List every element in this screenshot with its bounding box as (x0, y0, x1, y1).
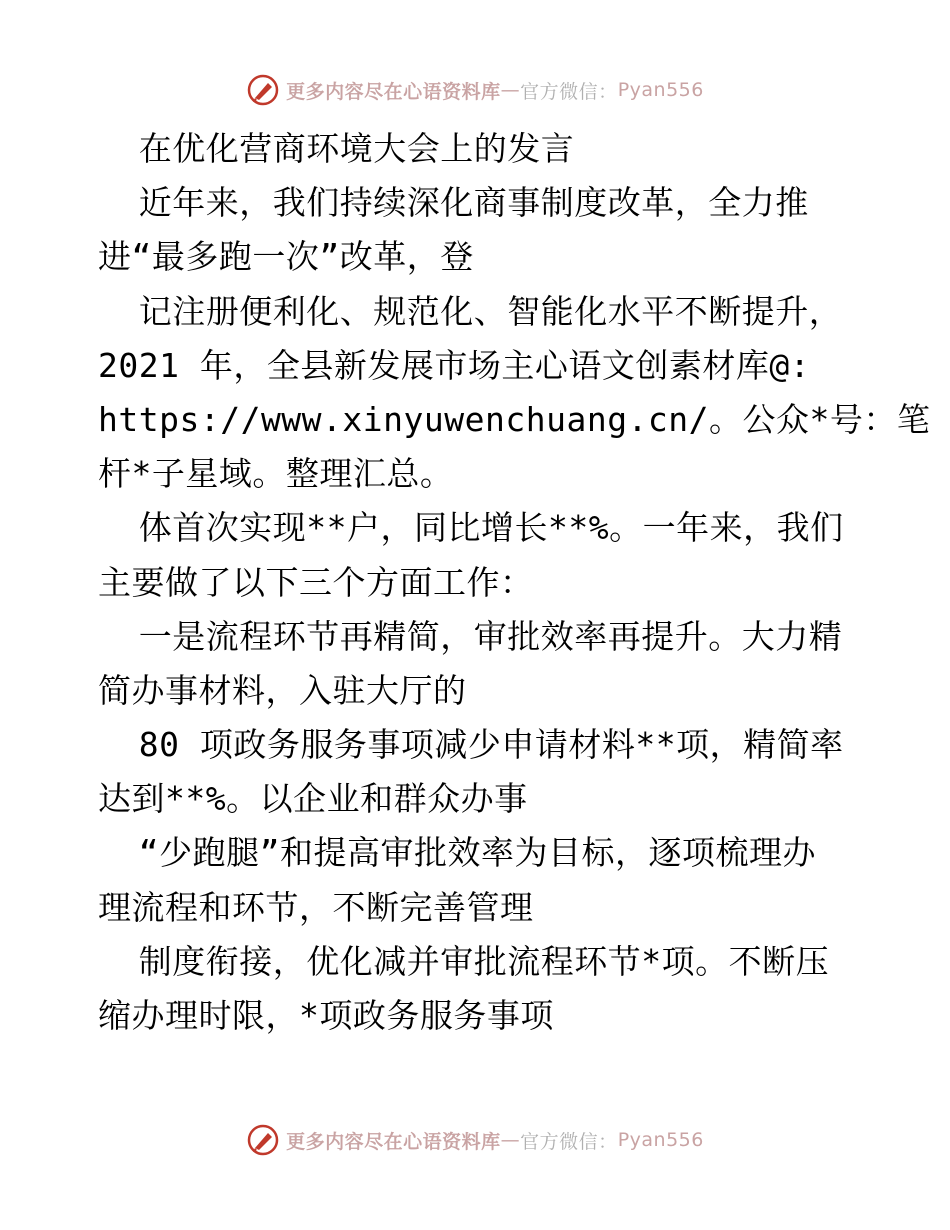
text-line: 达到**%。以企业和群众办事 (98, 779, 528, 819)
banner-separator: — (500, 79, 521, 101)
footer-watermark-banner (0, 1120, 950, 1160)
banner-separator: — (500, 1129, 521, 1151)
banner-main-text: 更多内容尽在心语资料库 (286, 80, 501, 103)
text-line: 理流程和环节，不断完善管理 (98, 887, 534, 927)
text-line: 主要做了以下三个方面工作： (98, 562, 534, 602)
header-watermark-banner (0, 70, 950, 110)
banner-main-text: 更多内容尽在心语资料库 (286, 1130, 501, 1153)
banner-wechat-id: Pyan556 (617, 79, 704, 101)
banner-wechat-label: 官方微信： (520, 1130, 618, 1153)
text-line: 在优化营商环境大会上的发言 (98, 129, 575, 168)
text-line: 制度衔接，优化减并审批流程环节*项。不断压 (98, 941, 830, 981)
text-line: 一是流程环节再精简，审批效率再提升。大力精 (98, 616, 843, 656)
text-line: 杆*子星域。整理汇总。 (98, 454, 454, 494)
banner-wechat-id: Pyan556 (617, 1129, 704, 1151)
text-line: 80 项政务服务事项减少申请材料**项，精简率 (98, 725, 844, 765)
text-line: 记注册便利化、规范化、智能化水平不断提升， (98, 291, 843, 331)
document-body (98, 122, 931, 1043)
pen-logo-icon (246, 1123, 280, 1157)
text-line: 2021 年，全县新发展市场主心语文创素材库@: (98, 345, 811, 385)
text-line: https://www.xinyuwenchuang.cn/。公众*号：笔 (98, 399, 931, 439)
pen-logo-icon (246, 73, 280, 107)
text-line: “少跑腿”和提高审批效率为目标，逐项梳理办 (98, 833, 816, 873)
text-line: 近年来，我们持续深化商事制度改革，全力推 (98, 183, 809, 223)
text-line: 缩办理时限，*项政务服务事项 (98, 996, 554, 1035)
banner-wechat-label: 官方微信： (520, 80, 618, 103)
text-line: 体首次实现**户，同比增长**%。一年来，我们 (98, 508, 844, 548)
text-line: 简办事材料，入驻大厅的 (98, 670, 467, 710)
text-line: 进“最多跑一次”改革，登 (98, 237, 474, 277)
